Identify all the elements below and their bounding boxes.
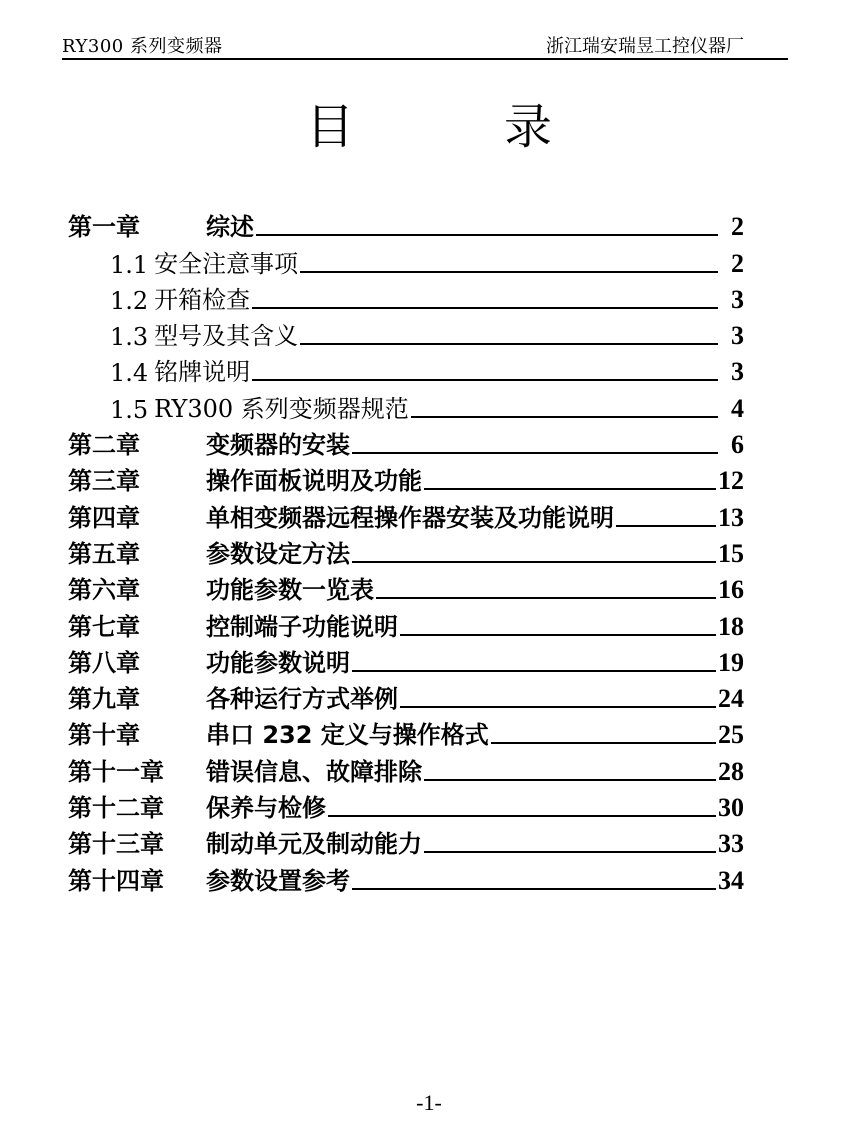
- toc-leader-line: [376, 597, 716, 599]
- toc-entry[interactable]: [68, 714, 744, 750]
- toc-leader-line: [352, 452, 718, 454]
- toc-entry-number: 第九章: [68, 685, 140, 714]
- toc-entry[interactable]: [68, 315, 744, 351]
- toc-entry-number: 第十三章: [68, 830, 164, 859]
- toc-entry[interactable]: [68, 605, 744, 641]
- toc-leader-line: [252, 307, 718, 309]
- toc-leader-line: [352, 888, 716, 890]
- toc-leader-line: [300, 271, 718, 273]
- toc-entry-title: 开箱检查: [154, 285, 251, 314]
- toc-entry-number: 1.4: [110, 359, 149, 388]
- toc-entry-title: 串口 232 定义与操作格式: [206, 721, 489, 750]
- header-product-name: RY300 系列变频器: [62, 36, 223, 57]
- table-of-contents: [68, 206, 744, 896]
- toc-entry-number: 第七章: [68, 612, 140, 641]
- toc-entry-title: 综述: [206, 213, 254, 242]
- toc-entry-page: 4: [731, 393, 744, 423]
- toc-leader-line: [328, 815, 716, 817]
- toc-leader-line: [424, 779, 716, 781]
- toc-entry-title: 控制端子功能说明: [206, 612, 398, 641]
- toc-entry-page: 33: [718, 829, 744, 859]
- toc-entry-title: 功能参数说明: [206, 648, 350, 677]
- toc-entry[interactable]: [68, 642, 744, 678]
- toc-entry-page: 34: [718, 865, 744, 895]
- toc-leader-line: [352, 670, 716, 672]
- toc-leader-line: [400, 706, 716, 708]
- toc-entry-number: 第十二章: [68, 794, 164, 823]
- toc-entry-number: 第十四章: [68, 866, 164, 895]
- toc-entry-title: 铭牌说明: [154, 358, 251, 387]
- toc-entry-page: 16: [718, 575, 744, 605]
- header-company-name: 浙江瑞安瑞昱工控仪器厂: [546, 36, 744, 57]
- toc-entry[interactable]: [68, 387, 744, 423]
- toc-entry-number: 第八章: [68, 648, 140, 677]
- toc-entry-page: 24: [718, 684, 744, 714]
- toc-entry-page: 2: [731, 212, 744, 242]
- page-title: [0, 88, 858, 157]
- toc-entry[interactable]: [68, 206, 744, 242]
- toc-entry-title: RY300 系列变频器规范: [154, 394, 409, 423]
- toc-entry-page: 19: [718, 647, 744, 677]
- toc-entry-title: 各种运行方式举例: [206, 685, 398, 714]
- toc-entry-page: 6: [731, 430, 744, 460]
- toc-entry-page: 2: [731, 248, 744, 278]
- toc-entry-title: 安全注意事项: [154, 249, 299, 278]
- toc-leader-line: [352, 561, 716, 563]
- toc-entry[interactable]: [68, 569, 744, 605]
- toc-entry[interactable]: [68, 750, 744, 786]
- toc-entry-number: 第二章: [68, 431, 140, 460]
- toc-entry[interactable]: [68, 787, 744, 823]
- toc-entry-title: 单相变频器远程操作器安装及功能说明: [206, 503, 614, 532]
- toc-entry-title: 错误信息、故障排除: [206, 757, 422, 786]
- toc-entry-title: 型号及其含义: [154, 322, 299, 351]
- toc-entry-page: 18: [718, 611, 744, 641]
- toc-entry[interactable]: [68, 424, 744, 460]
- toc-entry-title: 操作面板说明及功能: [206, 467, 422, 496]
- toc-leader-line: [616, 525, 716, 527]
- toc-entry-title: 参数设定方法: [206, 539, 350, 568]
- toc-entry-page: 12: [718, 466, 744, 496]
- toc-entry[interactable]: [68, 351, 744, 387]
- toc-entry-page: 3: [731, 321, 744, 351]
- toc-entry-number: 第六章: [68, 576, 140, 605]
- toc-entry-title: 参数设置参考: [206, 866, 350, 895]
- toc-entry-number: 1.5: [110, 395, 149, 424]
- toc-entry-page: 25: [718, 720, 744, 750]
- toc-entry-number: 1.1: [110, 250, 149, 279]
- toc-entry-number: 第五章: [68, 539, 140, 568]
- toc-leader-line: [400, 634, 716, 636]
- toc-leader-line: [424, 488, 716, 490]
- toc-entry-number: 1.2: [110, 286, 149, 315]
- toc-entry-number: 第十章: [68, 721, 140, 750]
- title-char-2: 录: [504, 99, 553, 155]
- page-number: -1-: [416, 1090, 442, 1115]
- toc-entry[interactable]: [68, 823, 744, 859]
- toc-entry[interactable]: [68, 678, 744, 714]
- toc-entry[interactable]: [68, 496, 744, 532]
- toc-entry[interactable]: [68, 242, 744, 278]
- toc-entry[interactable]: [68, 279, 744, 315]
- toc-entry-page: 30: [718, 793, 744, 823]
- toc-leader-line: [252, 379, 718, 381]
- toc-entry[interactable]: [68, 859, 744, 895]
- toc-entry-page: 13: [718, 502, 744, 532]
- toc-entry-page: 15: [718, 538, 744, 568]
- toc-leader-line: [424, 851, 716, 853]
- toc-leader-line: [411, 416, 718, 418]
- toc-entry[interactable]: [68, 533, 744, 569]
- toc-entry-title: 保养与检修: [206, 794, 326, 823]
- toc-leader-line: [300, 343, 718, 345]
- toc-entry-number: 第四章: [68, 503, 140, 532]
- toc-entry-number: 第三章: [68, 467, 140, 496]
- toc-entry-page: 3: [731, 284, 744, 314]
- toc-entry-title: 制动单元及制动能力: [206, 830, 422, 859]
- toc-entry-page: 3: [731, 357, 744, 387]
- toc-leader-line: [256, 234, 718, 236]
- toc-entry-number: 1.3: [110, 323, 149, 352]
- toc-entry-number: 第十一章: [68, 757, 164, 786]
- toc-leader-line: [491, 742, 716, 744]
- toc-entry-title: 功能参数一览表: [206, 576, 374, 605]
- page-header: [62, 30, 788, 60]
- toc-entry-title: 变频器的安装: [206, 431, 350, 460]
- toc-entry-page: 28: [718, 756, 744, 786]
- toc-entry-number: 第一章: [68, 213, 140, 242]
- toc-entry[interactable]: [68, 460, 744, 496]
- title-char-1: 目: [305, 99, 354, 155]
